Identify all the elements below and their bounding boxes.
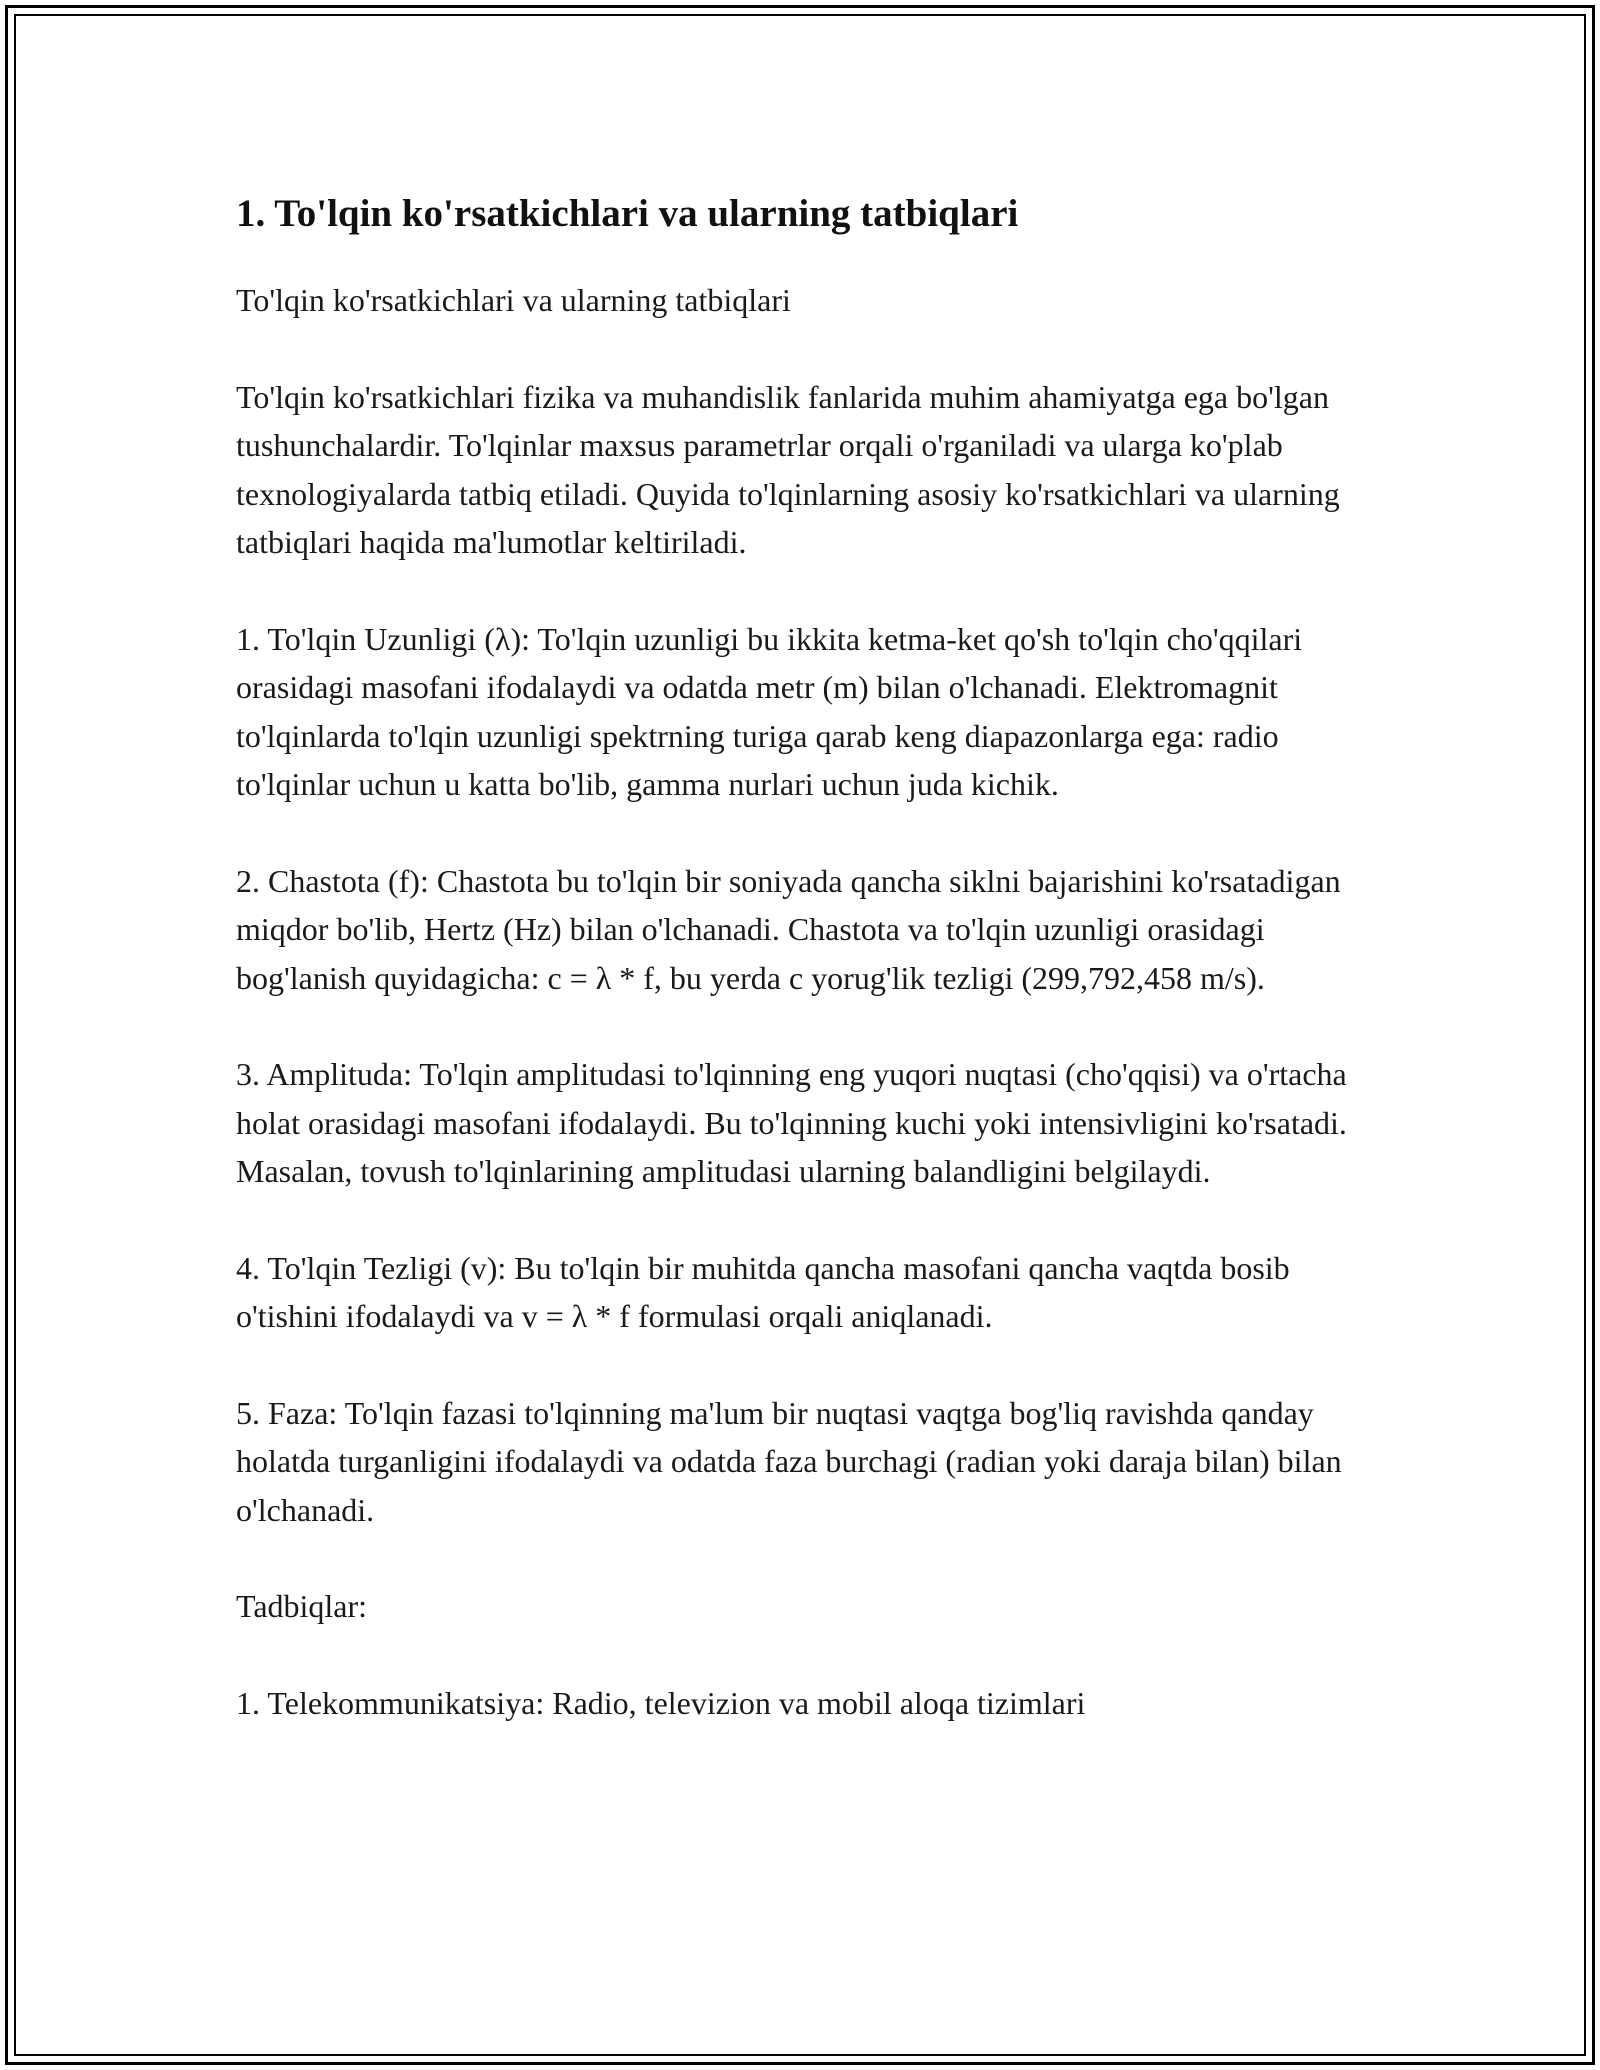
parameter-wavelength: 1. To'lqin Uzunligi (λ): To'lqin uzunligi bu ikkita ketma-ket qo'sh to'lqin cho'qqilari orasidagi masofani ifodalaydi va odatda metr (m) bilan o'lchanadi. Elektromagnit to'lqinlarda to'lqin uzunligi spektrning turiga qarab keng diapazonlarga ega: radio to'lqinlar uchun u katta bo'lib, gamma nurlari uchun juda kichik. (236, 620, 1303, 802)
applications-heading: Tadbiqlar: (236, 1588, 368, 1624)
document-body (236, 186, 1376, 1775)
document-subtitle: To'lqin ko'rsatkichlari va ularning tatbiqlari (236, 282, 791, 318)
parameter-frequency: 2. Chastota (f): Chastota bu to'lqin bir soniyada qancha siklni bajarishini ko'rsatadigan miqdor bo'lib, Hertz (Hz) bilan o'lchanadi. Chastota va to'lqin uzunligi orasidagi bog'lanish quyidagicha: c = λ * f, bu yerda c yorug'lik tezligi (299,792,458 m/s). (236, 862, 1341, 996)
intro-paragraph: To'lqin ko'rsatkichlari fizika va muhandislik fanlarida muhim ahamiyatga ega bo'lgan tushunchalardir. To'lqinlar maxsus parametrlar orqali o'rganiladi va ularga ko'plab texnologiyalarda tatbiq etiladi. Quyida to'lqinlarning asosiy ko'rsatkichlari va ularning tatbiqlari haqida ma'lumotlar keltiriladi. (236, 378, 1340, 560)
application-telecommunications: 1. Telekommunikatsiya: Radio, televizion va mobil aloqa tizimlari (236, 1684, 1086, 1721)
parameter-phase: 5. Faza: To'lqin fazasi to'lqinning ma'lum bir nuqtasi vaqtga bog'liq ravishda qanday holatda turganligini ifodalaydi va odatda faza burchagi (radian yoki daraja bilan) bilan o'lchanadi. (236, 1394, 1342, 1528)
parameter-wave-speed: 4. To'lqin Tezligi (v): Bu to'lqin bir muhitda qancha masofani qancha vaqtda bosib o'tishini ifodalaydi va v = λ * f formulasi orqali aniqlanadi. (236, 1249, 1290, 1334)
parameter-amplitude: 3. Amplituda: To'lqin amplitudasi to'lqinning eng yuqori nuqtasi (cho'qqisi) va o'rtacha holat orasidagi masofani ifodalaydi. Bu to'lqinning kuchi yoki intensivligini ko'rsatadi. Masalan, tovush to'lqinlarining amplitudasi ularning balandligini belgilaydi. (236, 1056, 1347, 1189)
document-heading: 1. To'lqin ko'rsatkichlari va ularning tatbiqlari (236, 192, 1019, 235)
